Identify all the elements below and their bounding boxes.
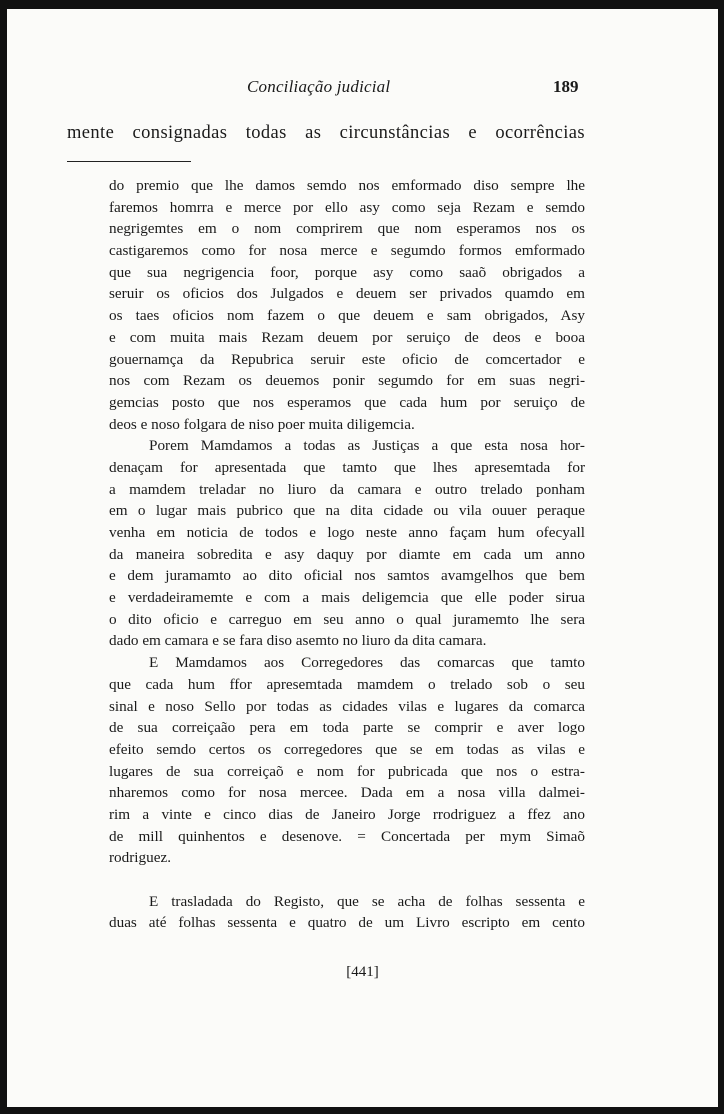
text-line: E Mamdamos aos Corregedores das comarcas que tamto bbox=[149, 654, 585, 672]
paragraph-2 bbox=[109, 435, 585, 652]
text-line: nharemos como for nosa mercee. Dada em a nosa villa dalmei- bbox=[109, 784, 585, 802]
text-line: venha em noticia de todos e logo neste anno façam hum ofecyall bbox=[109, 524, 585, 541]
text-line: gouernamça da Repubrica seruir este oficio de comcertador e bbox=[109, 350, 585, 368]
text-line: que sua negrigencia foor, porque asy como saaõ obrigados a bbox=[109, 263, 585, 281]
text-line: dado em camara e se fara diso asemto no liuro da dita camara. bbox=[109, 632, 487, 650]
transcription-block bbox=[109, 175, 585, 934]
folio-number: [441] bbox=[346, 964, 379, 980]
text-line: E trasladada do Registo, que se acha de folhas sessenta e bbox=[149, 892, 585, 910]
text-line: duas até folhas sessenta e quatro de um Livro escripto em cento bbox=[109, 914, 585, 932]
carry-over-line: mente consignadas todas as circunstâncias e ocorrências bbox=[67, 123, 585, 143]
text-line: que cada hum ffor apresemtada mamdem o trelado sob o seu bbox=[109, 675, 585, 693]
text-line: em o lugar mais pubrico que na dita cidade ou vila ouuer peraque bbox=[109, 502, 585, 520]
text-line: de mill quinhentos e desenove. = Concertada per mym Simaõ bbox=[109, 827, 585, 845]
document-page bbox=[7, 9, 718, 1107]
text-line: o dito oficio e carreguo em seu anno o qual juramemto lhe sera bbox=[109, 610, 585, 628]
text-line: rim a vinte e cinco dias de Janeiro Jorge rrodriguez a ffez ano bbox=[109, 805, 585, 823]
text-line: gemcias posto que nos esperamos que cada hum por seruiço de bbox=[109, 393, 585, 411]
text-line: nos com Rezam os deuemos ponir segumdo for em suas negri- bbox=[109, 372, 585, 390]
paragraph-gap bbox=[109, 869, 585, 891]
running-title: Conciliação judicial bbox=[247, 77, 391, 96]
text-line: castigaremos como for nosa merce e segumdo formos emformado bbox=[109, 242, 585, 260]
text-line: e verdadeiramemte e com a mais deligemcia que elle poder sirua bbox=[109, 589, 585, 607]
text-line: rodriguez. bbox=[109, 849, 171, 867]
text-line: efeito semdo certos os corregedores que se em todas as vilas e bbox=[109, 740, 585, 758]
paragraph-1 bbox=[109, 175, 585, 435]
text-line: do premio que lhe damos semdo nos emformado diso sempre lhe bbox=[109, 177, 585, 194]
text-line: e com muita mais Rezam deuem por seruiço de deos e booa bbox=[109, 328, 585, 346]
text-line: Porem Mamdamos a todas as Justiças a que esta nosa hor- bbox=[149, 437, 585, 455]
text-line: os taes oficios nom fazem o que deuem e sam obrigados, Asy bbox=[109, 307, 585, 325]
page-number: 189 bbox=[553, 77, 579, 96]
text-line: denaçam for apresentada que tamto que lhes apresemtada for bbox=[109, 458, 585, 476]
text-line: de sua correiçaão pera em toda parte se comprir e aver logo bbox=[109, 719, 585, 737]
text-line: da maneira sobredita e asy daquy por diamte em cada um anno bbox=[109, 545, 585, 563]
text-line: lugares de sua correiçaõ e nom for pubricada que nos o estra- bbox=[109, 762, 585, 780]
text-line: sinal e noso Sello por todas as cidades vilas e lugares da comarca bbox=[109, 697, 585, 715]
text-line: a mamdem treladar no liuro da camara e outro trelado ponham bbox=[109, 480, 585, 498]
text-line: faremos homrra e merce por ello asy como seja Rezam e semdo bbox=[109, 198, 585, 216]
paragraph-3 bbox=[109, 652, 585, 869]
text-line: e dem juramamto ao dito oficial nos samtos avamgelhos que bem bbox=[109, 567, 585, 585]
paragraph-4 bbox=[109, 891, 585, 934]
footnote-rule bbox=[67, 161, 191, 162]
text-line: deos e noso folgara de niso poer muita diligemcia. bbox=[109, 415, 415, 433]
text-line: seruir os oficios dos Julgados e deuem ser privados quamdo em bbox=[109, 285, 585, 303]
text-line: negrigemtes em o nom comprirem que nom esperamos nos os bbox=[109, 220, 585, 238]
